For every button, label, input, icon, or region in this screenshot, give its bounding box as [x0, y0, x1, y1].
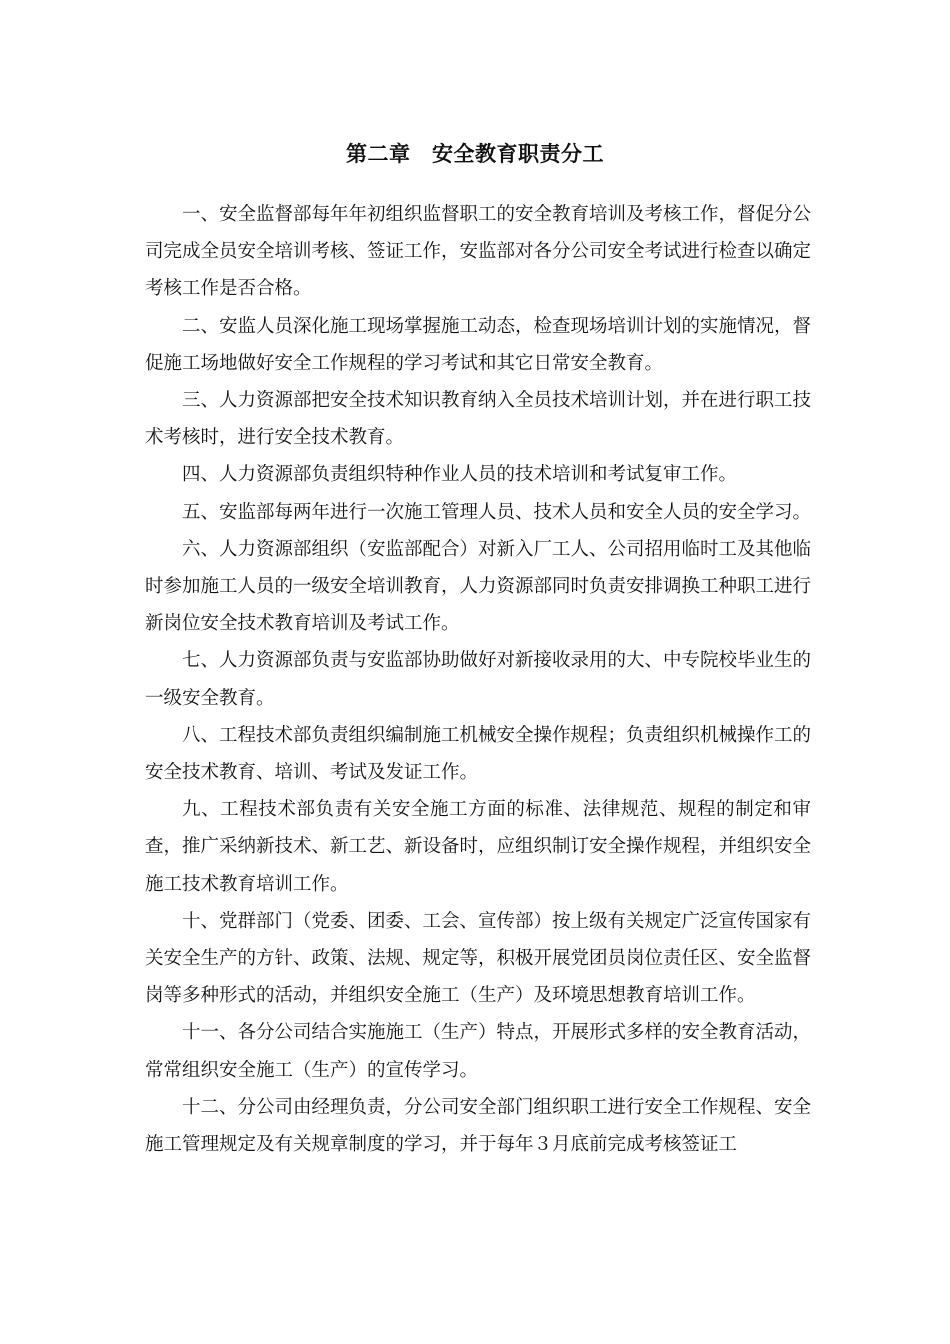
paragraph-6: 六、人力资源部组织（安监部配合）对新入厂工人、公司招用临时工及其他临时参加施工人员的一级安全培训教育，人力资源部同时负责安排调换工种职工进行新岗位安全技术教育培训及考试工作。 — [145, 538, 812, 635]
paragraph-7: 七、人力资源部负责与安监部协助做好对新接收录用的大、中专院校毕业生的一级安全教育。 — [145, 650, 812, 709]
paragraph-12: 十二、分公司由经理负责，分公司安全部门组织职工进行安全工作规程、安全施工管理规定及有关规章制度的学习，并于每年３月底前完成考核签证工 — [145, 1096, 812, 1156]
paragraph-4: 四、人力资源部负责组织特种作业人员的技术培训和考试复审工作。 — [182, 464, 738, 486]
paragraph-5: 五、安监部每两年进行一次施工管理人员、技术人员和安全人员的安全学习。 — [182, 501, 812, 523]
paragraph-10: 十、党群部门（党委、团委、工会、宣传部）按上级有关规定广泛宣传国家有关安全生产的方针、政策、法规、规定等，积极开展党团员岗位责任区、安全监督岗等多种形式的活动，并组织安全施工（生产）及环境思想教育培训工作。 — [145, 910, 812, 1007]
paragraph-2: 二、安监人员深化施工现场掌握施工动态，检查现场培训计划的实施情况，督促施工场地做好安全工作规程的学习考试和其它日常安全教育。 — [145, 315, 812, 374]
paragraph-8: 八、工程技术部负责组织编制施工机械安全操作规程；负责组织机械操作工的安全技术教育、培训、考试及发证工作。 — [145, 724, 812, 784]
paragraph-9: 九、工程技术部负责有关安全施工方面的标准、法律规范、规程的制定和审查，推广采纳新技术、新工艺、新设备时，应组织制订安全操作规程，并组织安全施工技术教育培训工作。 — [145, 799, 812, 895]
chapter-title: 第二章 安全教育职责分工 — [346, 141, 604, 166]
paragraph-3: 三、人力资源部把安全技术知识教育纳入全员技术培训计划，并在进行职工技术考核时，进行安全技术教育。 — [145, 390, 812, 449]
paragraph-1: 一、安全监督部每年年初组织监督职工的安全教育培训及考核工作，督促分公司完成全员安全培训考核、签证工作，安监部对各分公司安全考试进行检查以确定考核工作是否合格。 — [145, 204, 812, 300]
paragraph-11: 十一、各分公司结合实施施工（生产）特点，开展形式多样的安全教育活动，常常组织安全施工（生产）的宣传学习。 — [145, 1022, 812, 1081]
document-body — [145, 196, 811, 1163]
